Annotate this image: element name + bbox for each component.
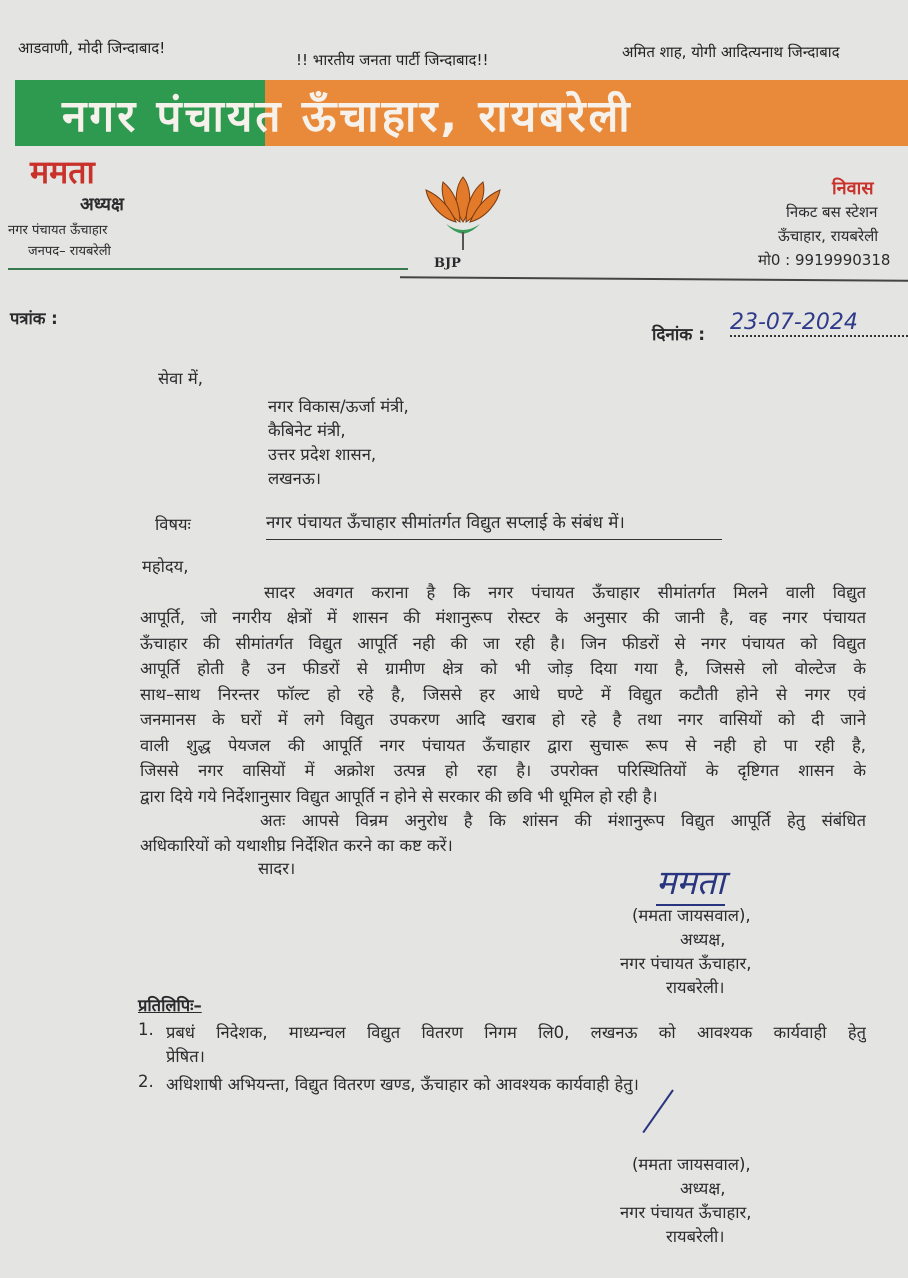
cc-number: 2. bbox=[138, 1072, 154, 1091]
body-line: अतः आपसे विन्रम अनुरोध है कि शांसन की मंशानुरूप विद्युत आपूर्ति हेतु संबंधित bbox=[260, 811, 866, 830]
logo-text: BJP bbox=[434, 256, 461, 271]
body-line: आपूर्ति, जो नगरीय क्षेत्रों में शासन की मंशानुरूप रोस्टर के अनुसार की जानी है, वह नगर पंचायत bbox=[140, 608, 866, 627]
cc-item: अधिशाषी अभियन्ता, विद्युत वितरण खण्ड, ऊँचाहार को आवश्यक कार्यवाही हेतु। bbox=[166, 1075, 639, 1094]
salutation: महोदय, bbox=[142, 557, 189, 576]
signatory-name: (ममता जायसवाल), bbox=[632, 906, 751, 925]
body-line: जिससे नगर वासियों में अक्रोश उत्पन्न हो रहा है। उपरोक्त परिस्थितियों के दृष्टिगत शासन के bbox=[140, 761, 866, 780]
subject-label: विषयः bbox=[155, 515, 191, 534]
residence-label: निवास bbox=[832, 178, 874, 199]
to-line: नगर विकास/ऊर्जा मंत्री, bbox=[268, 397, 409, 416]
lotus-logo-icon bbox=[418, 172, 508, 256]
subject-text: नगर पंचायत ऊँचाहार सीमांतर्गत विद्युत सप्लाई के संबंध में। bbox=[266, 510, 722, 540]
designation: अध्यक्ष bbox=[80, 194, 124, 215]
body-line: सादर अवगत कराना है कि नगर पंचायत ऊँचाहार सीमांतर्गत मिलने वाली विद्युत bbox=[264, 583, 866, 602]
slogan-right: अमित शाह, योगी आदित्यनाथ जिन्दाबाद bbox=[622, 43, 840, 61]
divider-green bbox=[8, 268, 408, 270]
signatory-city-2: रायबरेली। bbox=[666, 1227, 725, 1246]
cc-number: 1. bbox=[138, 1020, 154, 1039]
cc-item: प्रबधं निदेशक, माध्यन्चल विद्युत वितरण निगम लि0, लखनऊ को आवश्यक कार्यवाही हेतु bbox=[166, 1023, 866, 1042]
banner-title: नगर पंचायत ऊँचाहार, रायबरेली bbox=[62, 91, 633, 142]
phone: मो0 : 9919990318 bbox=[758, 251, 891, 269]
signatory-designation: अध्यक्ष, bbox=[680, 930, 726, 949]
president-name: ममता bbox=[30, 153, 95, 191]
date-value: 23-07-2024 bbox=[730, 310, 908, 337]
cc-item-cont: प्रेषित। bbox=[166, 1047, 205, 1066]
address-line-1: निकट बस स्टेशन bbox=[786, 203, 878, 221]
date-label: दिनांक : bbox=[652, 325, 706, 345]
closing: सादर। bbox=[258, 859, 296, 878]
to-line: लखनऊ। bbox=[268, 469, 322, 488]
cc-label: प्रतिलिपिः– bbox=[138, 996, 202, 1015]
address-line-2: ऊँचाहार, रायबरेली bbox=[778, 227, 879, 245]
signature: ममता bbox=[656, 858, 725, 906]
initial-mark bbox=[642, 1089, 673, 1133]
signatory-designation-2: अध्यक्ष, bbox=[680, 1179, 726, 1198]
divider bbox=[400, 276, 908, 282]
slogan-center: !! भारतीय जनता पार्टी जिन्दाबाद!! bbox=[296, 51, 489, 69]
to-line: कैबिनेट मंत्री, bbox=[268, 421, 346, 440]
signatory-city: रायबरेली। bbox=[666, 978, 725, 997]
body-line: साथ–साथ निरन्तर फॉल्ट हो रहे है, जिससे हर आधे घण्टे में विद्युत कटौती होने से नगर एवं bbox=[140, 685, 866, 704]
slogan-left: आडवाणी, मोदी जिन्दाबाद! bbox=[18, 39, 166, 57]
signatory-org-2: नगर पंचायत ऊँचाहार, bbox=[620, 1203, 752, 1222]
body-line: ऊँचाहार की सीमांतर्गत विद्युत आपूर्ति नही की जा रही है। जिन फीडरों से नगर पंचायत को विद्युत bbox=[140, 634, 866, 653]
to-line: उत्तर प्रदेश शासन, bbox=[268, 445, 377, 464]
org: नगर पंचायत ऊँचाहार bbox=[8, 223, 108, 238]
body-line: अधिकारियों को यथाशीघ्र निर्देशित करने का कष्ट करें। bbox=[140, 836, 453, 855]
body-line: जनमानस के घरों में लगे विद्युत उपकरण आदि खराब हो रहे है तथा नगर वासियों को दी जाने bbox=[140, 710, 866, 729]
signatory-org: नगर पंचायत ऊँचाहार, bbox=[620, 954, 752, 973]
body-line: वाली शुद्ध पेयजल की आपूर्ति नगर पंचायत ऊँचाहार द्वारा सुचारू रूप से नही हो पा रही है, bbox=[140, 736, 866, 755]
district: जनपद– रायबरेली bbox=[28, 244, 111, 259]
body-line: द्वारा दिये गये निर्देशानुसार विद्युत आपूर्ति न होने से सरकार की छवि भी धूमिल हो रही है। bbox=[140, 787, 658, 806]
signatory-name-2: (ममता जायसवाल), bbox=[632, 1155, 751, 1174]
ref-label: पत्रांक : bbox=[10, 309, 58, 328]
to-label: सेवा में, bbox=[158, 369, 203, 388]
body-line: आपूर्ति होती है उन फीडरों से ग्रामीण क्षेत्र को भी जोड़ दिया गया है, जिससे लो वोल्टेज के bbox=[140, 659, 866, 678]
